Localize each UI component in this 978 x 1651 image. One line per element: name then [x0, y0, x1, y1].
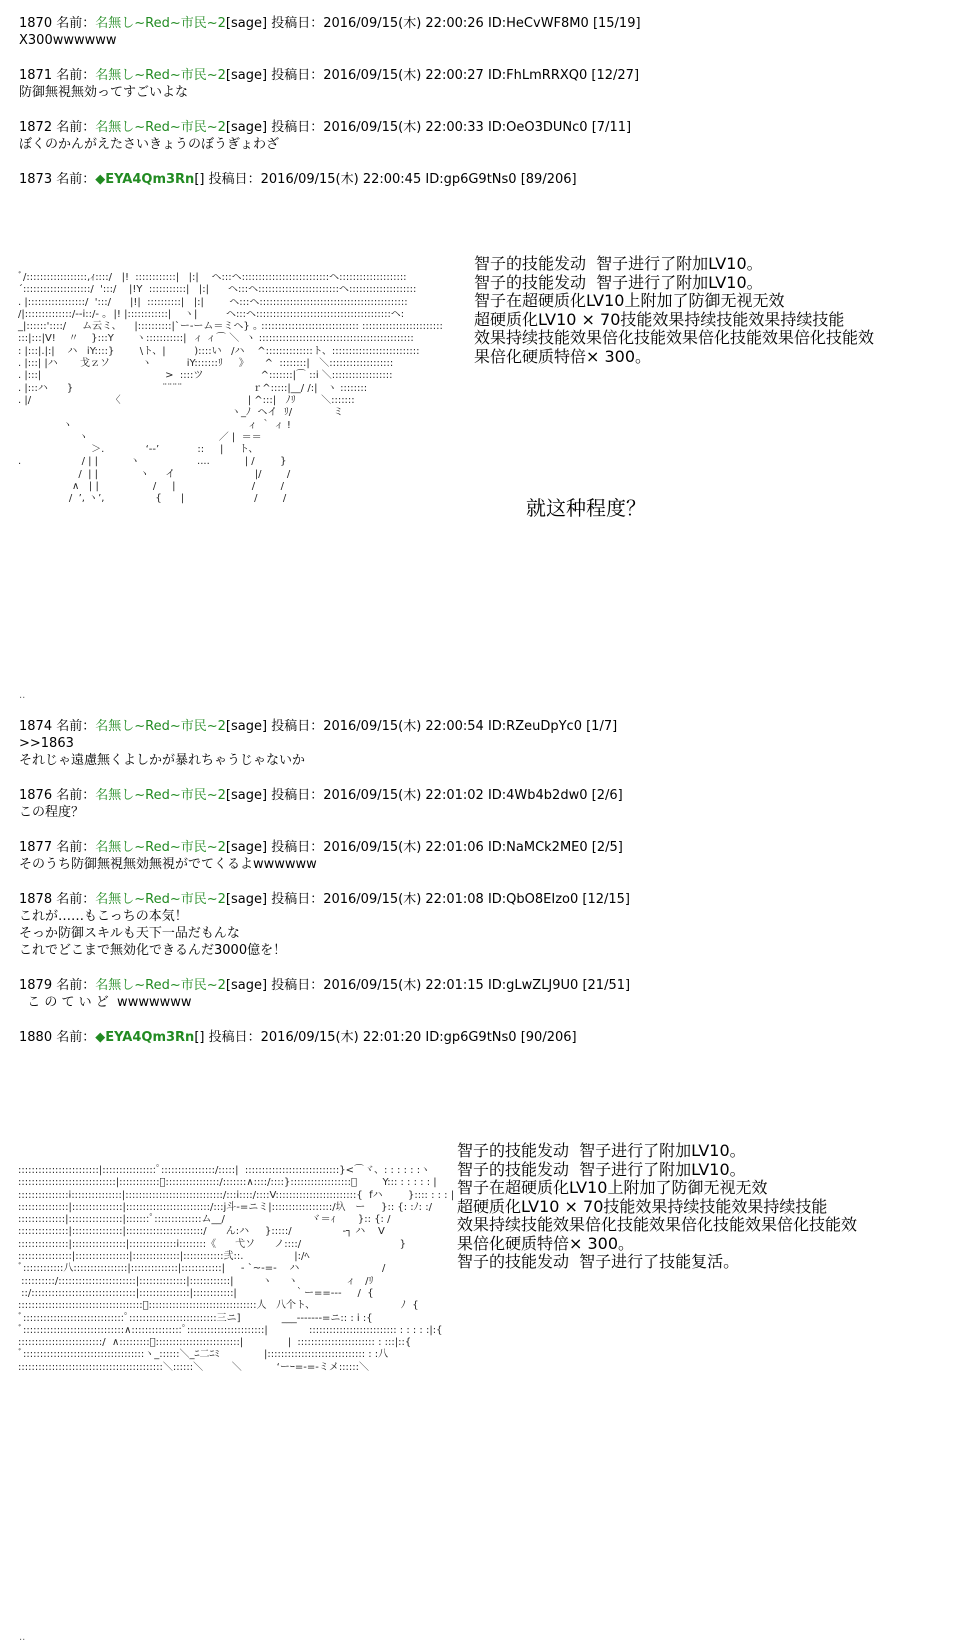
post-count: [21/51]	[582, 978, 631, 993]
post-date: 2016/09/15(木) 22:01:15	[323, 978, 484, 993]
post-count: [89/206]	[520, 172, 577, 187]
post-date: 2016/09/15(木) 22:00:26	[323, 16, 484, 31]
poster-name: ◆EYA4Qm3Rn	[95, 172, 195, 187]
date-label: 投稿日：	[271, 719, 324, 734]
poster-id: ID:QbO8EIzo0	[487, 892, 579, 907]
date-label: 投稿日：	[271, 16, 324, 31]
name-label: 名前：	[56, 840, 96, 855]
separator-dots: ..	[19, 690, 26, 701]
post-number: 1872	[19, 120, 53, 135]
poster-name: 名無し~Red~市民~2	[95, 978, 226, 993]
post-line: これが……もこっちの本気！	[19, 909, 188, 924]
post	[19, 119, 631, 153]
post-date: 2016/09/15(木) 22:01:06	[323, 840, 484, 855]
post-line: X300wwwwww	[19, 33, 117, 48]
mail-field: [sage]	[225, 788, 268, 803]
poster-id: ID:gLwZLJ9U0	[487, 978, 579, 993]
post-line: こ の て い ど wwwwwww	[19, 995, 192, 1010]
poster-name: 名無し~Red~市民~2	[95, 68, 226, 83]
translation-line: 智子在超硬质化LV10上附加了防御无视无效	[474, 291, 785, 310]
name-label: 名前：	[56, 68, 96, 83]
post-count: [90/206]	[520, 1030, 577, 1045]
poster-id: ID:OeO3DUNc0	[487, 120, 588, 135]
poster-id: ID:HeCvWF8M0	[487, 16, 589, 31]
name-label: 名前：	[56, 978, 96, 993]
post-number: 1874	[19, 719, 53, 734]
mail-field: []	[194, 1030, 205, 1045]
post-header	[19, 15, 641, 32]
poster-id: ID:gp6G9tNs0	[425, 172, 517, 187]
post-line: ぼくのかんがえたさいきょうのぼうぎょわざ	[19, 137, 280, 152]
mail-field: [sage]	[225, 68, 268, 83]
post-body	[19, 32, 641, 49]
post-number: 1873	[19, 172, 53, 187]
name-label: 名前：	[56, 719, 96, 734]
name-label: 名前：	[56, 16, 96, 31]
mail-field: [sage]	[225, 719, 268, 734]
post-line: それじゃ遠慮無くよしかが暴れちゃうじゃないか	[19, 753, 306, 768]
post-line: そっか防御スキルも天下一品だもんな	[19, 926, 240, 941]
post-number: 1878	[19, 892, 53, 907]
post-number: 1879	[19, 978, 53, 993]
translation-line: 智子的技能发动 智子进行了附加LV10。	[457, 1159, 746, 1179]
ascii-art: ::::::::::::::::::::::::|::::::::::::::::ﾟ::::::::::::::::/:::::| ::::::::::::::::::::::::::::}<⌒ヾ、: : : : : :ヽ :::::::::::::::::::::::::::::|::::::::::::ﾟ::::::::::::::::/:::::::∧::::/::::}::::::::::::::::::〃 Y::: : : : : : | :::::::::::::::i:::::::::::::::|:::::::::::::::::::::::::::::/:::i::::/::::V::::::::::::::::::::::::{ fハ }:::: : : : | :::::::::::::::|:::::::::::::::|:::::::::::::::::::::::::/:::j斗-=ニミ|::::::::::::::::::/圦 ー }:: {: :ﾉ: :/ ::::::::::::::|::::::::::::::::|:::::::ﾟ::::::::::::::ム__/ ヾ＝ｨ }:: {: / :::::::::::::::|:::::::::::::::|:::::::::::::::::::::::/ ん:ハ }:::::/ ‐┐ ハ V :::::::::::::::|::::::::::::::::|::::::::::::::i::::::::《 弋ソ ノ::::/ } ::::::::::::::::|::::::::::::::::|::::::::::::::|::::::::::::弐::. |:/ﾍ ﾞ::::::::::::八::::::::::::::::|::::::::::::::|::::::::::::| ‐ `~-=‐ ハ / ::::::::::/:::::::::::::::::::::::|::::::::::::::|::::::::::::| ヽ ヽ ィ /ﾘ ::/:::::::::::::::::::::::::::::::|:::::::::::::::|::::::::::::| ｀ー==‐-‐ / { :::::::::::::::::::::::::::::::::::::ﾟ::::::::::::::::::::::::::::::::人 八个ト、 ﾉ { ﾞ::::::::::::::::::::::::::::::ﾟ::::::::::::::::::::::::::三ニ] ___-------=ニ:: : i :{ ﾞ::::::::::::::::::::::::::::::∧:::::::::::::::ﾟ:::::::::::::::::::::::| :::::::::::::::::::::::::: : : : : :|:{ :::::::::::::::::::::::::/ ∧:::::::::ﾟ:::::::::::::::::::::::::| | ::::::::::::::::::::::: : :::|::{ ﾞ::::::::::::::::::::::::::::::::::::ヽ_::::::＼_ﾆ二ﾆﾐ |::::::::::::::::::::::::::::: : :八 :::::::::::::::::::::::::::::::::::::::::::＼::::::＼ ＼ ‘ーｰ=‐=-ミメ::::::＼	[18, 1165, 455, 1373]
post	[19, 15, 641, 49]
post	[19, 171, 577, 188]
poster-name: 名無し~Red~市民~2	[95, 788, 226, 803]
translation-line: 果倍化硬质特倍× 300。	[474, 346, 652, 366]
poster-id: ID:gp6G9tNs0	[425, 1030, 517, 1045]
translation-line: 智子的技能发动 智子进行了技能复活。	[457, 1252, 740, 1271]
post-header	[19, 67, 639, 84]
post-header	[19, 787, 623, 804]
translation-line: 效果持续技能效果倍化技能效果倍化技能效果倍化技能效	[474, 328, 875, 347]
poster-id: ID:RZeuDpYc0	[487, 719, 582, 734]
post-date: 2016/09/15(木) 22:01:08	[323, 892, 484, 907]
date-label: 投稿日：	[271, 68, 324, 83]
mail-field: [sage]	[225, 840, 268, 855]
post-header	[19, 977, 630, 994]
translation-text	[474, 255, 874, 366]
name-label: 名前：	[56, 120, 96, 135]
date-label: 投稿日：	[271, 120, 324, 135]
post-date: 2016/09/15(木) 22:00:27	[323, 68, 484, 83]
post	[19, 718, 617, 769]
post	[19, 977, 630, 1011]
post-date: 2016/09/15(木) 22:00:54	[323, 719, 484, 734]
post-body	[19, 908, 630, 959]
post-count: [12/15]	[582, 892, 630, 907]
poster-name: 名無し~Red~市民~2	[95, 120, 226, 135]
translation-line: 效果持续技能效果倍化技能效果倍化技能效果倍化技能效	[457, 1215, 858, 1234]
post-count: [7/11]	[591, 120, 632, 135]
post	[19, 891, 630, 959]
poster-id: ID:4Wb4b2dw0	[487, 788, 588, 803]
post	[19, 1029, 577, 1046]
date-label: 投稿日：	[271, 788, 324, 803]
post-line: そのうち防御無視無効無視がでてくるよwwwwww	[19, 857, 317, 872]
translation-line: 智子在超硬质化LV10上附加了防御无视无效	[457, 1178, 768, 1197]
poster-name: 名無し~Red~市民~2	[95, 892, 226, 907]
translation-text	[457, 1142, 857, 1272]
name-label: 名前：	[56, 1030, 96, 1045]
post-count: [15/19]	[592, 16, 641, 31]
date-label: 投稿日：	[208, 1030, 261, 1045]
mail-field: [sage]	[225, 892, 268, 907]
post-line: >>1863	[19, 736, 74, 751]
post-body	[19, 804, 623, 821]
poster-name: 名無し~Red~市民~2	[95, 719, 226, 734]
poster-id: ID:FhLmRRXQ0	[487, 68, 588, 83]
post-number: 1870	[19, 16, 53, 31]
name-label: 名前：	[56, 788, 96, 803]
post-date: 2016/09/15(木) 22:01:20	[260, 1030, 422, 1045]
poster-name: 名無し~Red~市民~2	[95, 840, 226, 855]
post-body	[19, 856, 623, 873]
post-number: 1871	[19, 68, 53, 83]
translation-line: 超硬质化LV10 × 70技能效果持续技能效果持续技能	[457, 1196, 828, 1216]
post-line: 防御無視無効ってすごいよな	[19, 85, 189, 100]
post	[19, 839, 623, 873]
post-line: これでどこまで無効化できるんだ3000億を！	[19, 943, 287, 958]
name-label: 名前：	[56, 892, 96, 907]
mail-field: []	[194, 172, 205, 187]
date-label: 投稿日：	[271, 978, 324, 993]
post-body	[19, 136, 631, 153]
post-count: [2/6]	[591, 788, 623, 803]
translation-line: 超硬质化LV10 × 70技能效果持续技能效果持续技能	[474, 309, 845, 329]
post-header	[19, 891, 630, 908]
post-header	[19, 1029, 577, 1046]
mail-field: [sage]	[225, 978, 268, 993]
post-number: 1877	[19, 840, 53, 855]
post-header	[19, 718, 617, 735]
reaction-text: 就这种程度？	[526, 496, 646, 520]
post-body	[19, 994, 630, 1011]
mail-field: [sage]	[225, 120, 268, 135]
post-date: 2016/09/15(木) 22:01:02	[323, 788, 484, 803]
post-body	[19, 84, 639, 101]
post-line: この程度？	[19, 805, 85, 820]
post-date: 2016/09/15(木) 22:00:45	[260, 172, 422, 187]
post-header	[19, 839, 623, 856]
translation-line: 智子的技能发动 智子进行了附加LV10。	[457, 1141, 746, 1160]
date-label: 投稿日：	[271, 840, 324, 855]
post-body	[19, 735, 617, 769]
separator-dots: ..	[19, 1632, 26, 1643]
poster-name: ◆EYA4Qm3Rn	[95, 1030, 195, 1045]
post-header	[19, 171, 577, 188]
poster-name: 名無し~Red~市民~2	[95, 16, 226, 31]
post-header	[19, 119, 631, 136]
date-label: 投稿日：	[271, 892, 324, 907]
translation-line: 果倍化硬质特倍× 300。	[457, 1233, 635, 1253]
name-label: 名前：	[56, 172, 96, 187]
date-label: 投稿日：	[208, 172, 261, 187]
post-number: 1876	[19, 788, 53, 803]
post	[19, 67, 639, 101]
ascii-art: ﾞ/::::::::::::::::::,ｨ::::/ |! ::::::::::::| |:| ヘ:::ヘ::::::::::::::::::::::::::ヘ:::::::::::::::::::: ´::::::::::::::::::::/ ':::/ |!Y :::::::::::| |:| ヘ:::ヘ::::::::::::::::::::::::ヘ:::::::::::::::::::: . |:::::::::::::::::/ ':::/ |!| ::::::::::| |:| ヘ:::ヘ:::::::::::::::::::::::::::::::::::::::::::: /|::::::::::::::/-‐i::/- ｡ |! |::::::::::::| ヽ| ヘ:::ヘ::::::::::::::::::::::::::::::::::::::::ヘ: _|::::::'::::/ ム云ミ、 |::::::::::|`ー‐ーム＝ミヘ} ｡ ::::::::::::::::::::::::::::: :::::::::::::::::::::::: :::|:::|V! 〃 }:::Y ヽ:::::::::::| ィ ィ⌒ ＼ ヽ :::::::::::::::::::::::::::::::::::::::::::::: : |:::|.|:| ハ iY::::} \ト、| )::::い /ハ ^::::::::::::::ト、:::::::::::::::::::::::::: . |:::| |ハ 戈ｚソ ヽ iY:::::::ﾘ 》 ^ ::::::::| ＼::::::::::::::::::: . |:::| > ::::ツ ^:::::::|⌒ ::i ＼:::::::::::::::::: . |:::ハ } ¨¨¨¨ ｒ^:::::|__/ /:| ヽ :::::::: . |/ 〈 | ^:::| ﾉﾘ ＼::::::: ヽ_ﾉ ヘイ ﾘ/ ミ ヽ ィ ｀ ィ ! ヽ ／ | ＝＝ ＞. ‘--’ :: | ト、 . / | | ヽ .... | / } / | | ヽ イ |/ / ∧ | | / | / / / ’, ヽ’, { | / /	[18, 272, 443, 505]
post-count: [12/27]	[591, 68, 640, 83]
translation-line: 智子的技能发动 智子进行了附加LV10。	[474, 272, 763, 292]
post-count: [1/7]	[586, 719, 618, 734]
post-date: 2016/09/15(木) 22:00:33	[323, 120, 484, 135]
mail-field: [sage]	[225, 16, 268, 31]
post-count: [2/5]	[591, 840, 623, 855]
post-number: 1880	[19, 1030, 53, 1045]
translation-line: 智子的技能发动 智子进行了附加LV10。	[474, 254, 763, 273]
post	[19, 787, 623, 821]
poster-id: ID:NaMCk2ME0	[487, 840, 588, 855]
